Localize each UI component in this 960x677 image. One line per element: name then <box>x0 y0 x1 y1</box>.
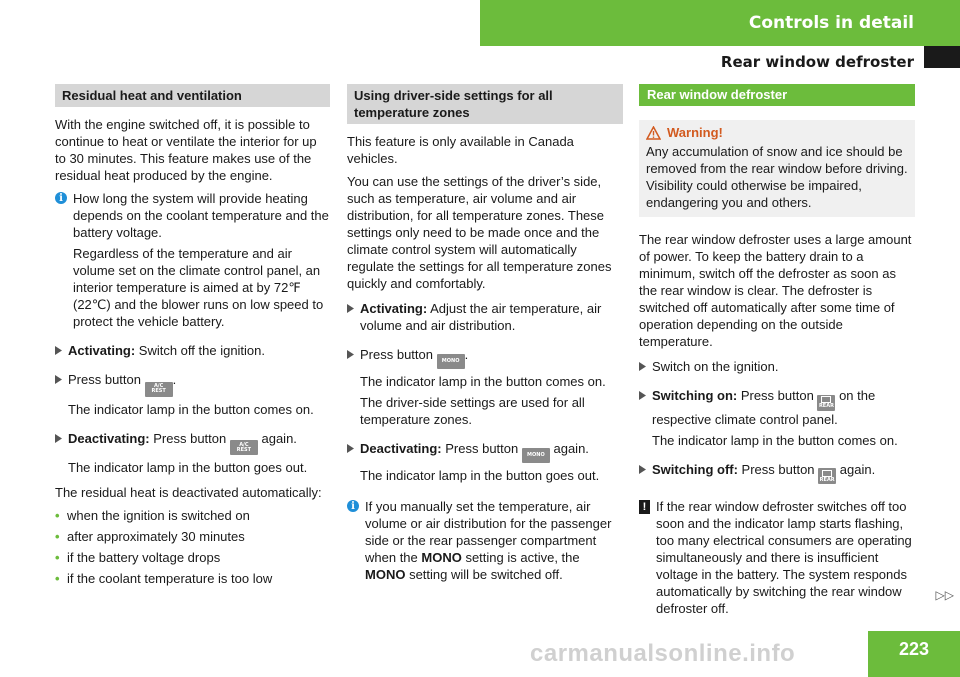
heading-driver-side: Using driver-side settings for all temperature zones <box>347 84 623 124</box>
warning-text: Any accumulation of snow and ice should be removed from the rear window before driving. Visibility could otherwise be impaired, endangering you and others. <box>646 144 908 210</box>
bullet-icon: • <box>55 550 60 565</box>
step-label: Switching off: <box>652 461 738 477</box>
step-arrow-icon <box>55 346 62 363</box>
list-item: • if the coolant temperature is too low <box>55 571 273 586</box>
step-activating <box>55 342 330 363</box>
column-residual-heat <box>55 84 330 591</box>
column-driver-side-settings <box>347 84 623 593</box>
paragraph-description: You can use the settings of the driver’s side, such as temperature, air volume and air distribution, for all temperature zones. These settings only need to be made once and the climate control system will automatically regulate the settings for all temperature zones quickly and comfortably. <box>347 174 612 291</box>
mono-button-icon: MONO <box>522 448 550 463</box>
ac-rest-button-icon: A/C REST <box>230 440 258 455</box>
step-note: The indicator lamp in the button comes on. <box>360 374 606 389</box>
chapter-title: Controls in detail <box>748 13 914 33</box>
rear-defroster-button-icon: REAR <box>818 468 836 484</box>
step-note: The indicator lamp in the button comes on. <box>652 432 898 448</box>
step-note: The indicator lamp in the button comes on. <box>68 401 314 417</box>
paragraph-power: The rear window defroster uses a large amount of power. To keep the battery drain to a minimum, switch off the defroster as soon as the rear window is clear. The defroster is switched off automatically after some time of operation depending on the outside temperature. <box>639 232 912 349</box>
chapter-tab <box>480 0 960 46</box>
step-ignition <box>639 358 915 379</box>
rear-defroster-button-icon: REAR <box>817 395 835 411</box>
step-press-button: Press button A/C REST . The indicator lamp in the button comes on. <box>55 371 330 422</box>
step-note: The driver-side settings are used for all temperature zones. <box>360 395 585 427</box>
step-arrow-icon <box>639 465 646 489</box>
section-title: Rear window defroster <box>720 53 914 71</box>
notice-note <box>639 498 915 621</box>
bullet-icon: • <box>55 571 60 586</box>
mono-button-icon: MONO <box>437 354 465 369</box>
step-label: Deactivating: <box>360 441 442 456</box>
heading-residual-heat: Residual heat and ventilation <box>55 84 330 107</box>
info-text-2: Regardless of the temperature and air volume set on the climate control panel, an interior temperature is aimed at by 72℉ (22℃) and the blower runs on low speed to protect the vehicle battery. <box>73 246 324 329</box>
info-note <box>55 190 330 334</box>
list-item: • after approximately 30 minutes <box>55 529 245 544</box>
step-label: Activating: <box>68 343 136 358</box>
step-note: The indicator lamp in the button goes out. <box>68 460 308 475</box>
step-arrow-icon <box>639 391 646 453</box>
step-text: Switch off the ignition. <box>135 343 266 358</box>
step-note: The indicator lamp in the button goes out. <box>360 468 600 483</box>
warning-triangle-icon <box>646 126 661 140</box>
bullet-icon: • <box>55 508 60 523</box>
list-item: • when the ignition is switched on <box>55 508 250 523</box>
step-switching-on: Switching on: Press button REAR on the respective climate control panel. The indicator lamp in the button comes on. <box>639 387 915 453</box>
info-icon: i <box>347 500 359 512</box>
step-label: Deactivating: <box>68 430 150 446</box>
step-text: Press button <box>68 372 141 387</box>
info-icon: i <box>55 192 67 204</box>
warning-box <box>639 120 915 217</box>
step-text: Switch on the ignition. <box>652 359 779 374</box>
info-note: i If you manually set the temperature, air volume or air distribution for the passenger side or the rear passenger compartment when the MONO setting is active, the MONO setting will be switched off. <box>347 498 623 587</box>
info-text-1: How long the system will provide heating depends on the coolant temperature and the battery voltage. <box>73 191 329 240</box>
list-item: • if the battery voltage drops <box>55 550 221 565</box>
ac-rest-button-icon: A/C REST <box>145 382 173 397</box>
step-label: Activating: <box>360 301 428 316</box>
step-arrow-icon <box>55 375 62 422</box>
step-activating: Activating: Adjust the air temperature, air volume and air distribution. <box>347 300 623 338</box>
warning-title: Warning! <box>667 125 723 140</box>
step-switching-off: Switching off: Press button REAR again. <box>639 461 915 489</box>
notice-text: If the rear window defroster switches off too soon and the indicator lamp starts flashing, too many electrical consumers are operating simultaneously and there is insufficient voltage in the battery. The system responds automatically by switching the rear window defroster off. <box>656 499 912 616</box>
watermark: carmanualsonline.info <box>530 640 796 667</box>
auto-deactivate-text: The residual heat is deactivated automatically: <box>55 485 322 500</box>
step-deactivating: Deactivating: Press button MONO again. The indicator lamp in the button goes out. <box>347 440 623 488</box>
step-label: Switching on: <box>652 388 738 403</box>
heading-rear-defroster: Rear window defroster <box>639 84 915 106</box>
step-arrow-icon <box>639 362 646 379</box>
section-marker <box>924 46 960 68</box>
step-press-mono: Press button MONO . The indicator lamp in the button comes on. The driver-side settings are used for all temperature zones. <box>347 346 623 432</box>
step-arrow-icon <box>55 434 62 481</box>
step-arrow-icon <box>347 304 354 338</box>
step-arrow-icon <box>347 444 354 488</box>
column-rear-defroster <box>639 84 915 627</box>
step-arrow-icon <box>347 350 354 432</box>
step-deactivating: Deactivating: Press button A/C REST again. The indicator lamp in the button goes out. <box>55 430 330 481</box>
continued-arrow-icon: ▷▷ <box>935 588 954 602</box>
bullet-icon: • <box>55 529 60 544</box>
exclamation-icon: ! <box>639 500 650 514</box>
paragraph-availability: This feature is only available in Canada vehicles. <box>347 134 574 166</box>
intro-paragraph: With the engine switched off, it is possible to continue to heat or ventilate the interior for up to 30 minutes. This feature makes use of the residual heat produced by the engine. <box>55 117 317 183</box>
page-number: 223 <box>868 631 960 677</box>
